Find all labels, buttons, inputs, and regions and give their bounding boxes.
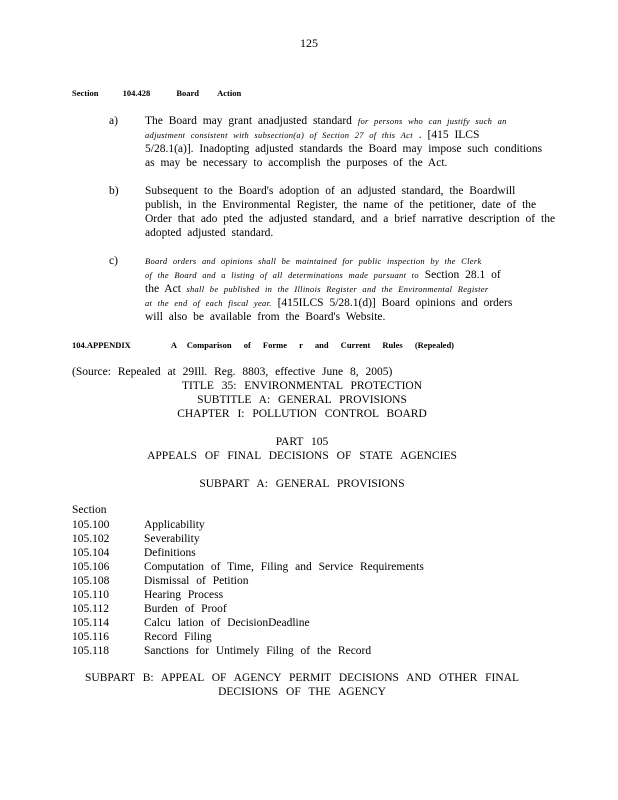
text-line	[145, 142, 543, 156]
subpart-a-line: SUBPART A: GENERAL PROVISIONS	[199, 478, 405, 490]
text-run: as may be necessary to accomplish the purposes of the Act.	[145, 157, 448, 169]
item-text	[145, 254, 539, 324]
section-number: 104.428	[122, 88, 151, 98]
text-run: publish, in the Environmental Register, the name of the petitioner, date of the	[145, 199, 537, 211]
toc-row	[72, 560, 424, 574]
toc-section-number: 105.104	[72, 547, 110, 559]
toc-section-number: 105.116	[72, 631, 109, 643]
toc-row	[72, 532, 424, 546]
text-run: 5/28.1(a)]. Inadopting adjusted standards the Board may impose such conditions	[145, 143, 543, 155]
text-run: Section 28.1 of	[418, 269, 501, 281]
item-label: b)	[109, 185, 119, 197]
section-label: Section	[72, 88, 99, 98]
italic-run: adjustment consistent with subsection(a) of Section 27 of this Act	[145, 130, 413, 140]
appendix-letter: A	[170, 340, 177, 350]
toc-section-number: 105.110	[72, 589, 109, 601]
text-line	[145, 212, 556, 226]
chapter-line: CHAPTER I: POLLUTION CONTROL BOARD	[177, 408, 427, 420]
toc-section-number: 105.100	[72, 519, 110, 531]
toc-section-title: Severability	[144, 533, 200, 545]
item-label: a)	[109, 115, 118, 127]
toc-heading: Section	[72, 504, 107, 516]
text-line	[145, 226, 539, 240]
toc-section-title: Computation of Time, Filing and Service Requirements	[144, 561, 424, 573]
toc-section-title: Record Filing	[144, 631, 212, 643]
text-run: adopted adjusted standard.	[145, 227, 274, 239]
section-title-word-1: Board	[176, 88, 199, 98]
toc-section-number: 105.106	[72, 561, 110, 573]
toc-row	[72, 602, 424, 616]
toc-section-number: 105.118	[72, 645, 109, 657]
text-line	[145, 128, 539, 142]
item-label: c)	[109, 255, 118, 267]
item-text	[145, 114, 543, 170]
toc-section-number: 105.102	[72, 533, 110, 545]
text-line	[145, 282, 539, 296]
toc-section-title: Definitions	[144, 547, 196, 559]
table-of-contents	[72, 518, 424, 658]
text-run: . [415 ILCS	[412, 129, 480, 141]
text-line	[145, 198, 539, 212]
part-line: PART 105	[275, 436, 329, 448]
text-run: will also be available from the Board's Website.	[145, 311, 386, 323]
text-line	[145, 296, 539, 310]
toc-row	[72, 630, 424, 644]
text-line	[145, 268, 539, 282]
item-text	[145, 184, 556, 240]
toc-section-number: 105.108	[72, 575, 110, 587]
toc-row	[72, 644, 424, 658]
toc-row	[72, 574, 424, 588]
text-line	[145, 184, 539, 198]
toc-section-title: Sanctions for Untimely Filing of the Record	[144, 645, 372, 657]
appendix-title: Comparison of Forme r and Current Rules (Repealed)	[186, 340, 455, 350]
italic-run: shall be published in the Illinois Register and the Environmental Register	[180, 284, 489, 294]
toc-row	[72, 518, 424, 532]
toc-row	[72, 616, 424, 630]
italic-run: of the Board and a listing of all determinations made pursuant to	[145, 270, 419, 280]
text-line	[145, 254, 539, 268]
appendix-heading	[72, 340, 454, 350]
toc-section-title: Burden of Proof	[144, 603, 227, 615]
subtitle-line: SUBTITLE A: GENERAL PROVISIONS	[197, 394, 407, 406]
toc-section-title: Dismissal of Petition	[144, 575, 249, 587]
text-run: the Act	[145, 283, 181, 295]
subpart-b-line-2: DECISIONS OF THE AGENCY	[218, 686, 386, 698]
text-run: Subsequent to the Board's adoption of an adjusted standard, the Boardwill	[145, 185, 516, 197]
italic-run: for persons who can justify such an	[357, 116, 507, 126]
toc-section-number: 105.114	[72, 617, 109, 629]
section-heading	[72, 88, 241, 98]
text-line	[145, 310, 539, 324]
subpart-b-line-1: SUBPART B: APPEAL OF AGENCY PERMIT DECISIONS AND OTHER FINAL	[85, 672, 519, 684]
italic-run: at the end of each fiscal year.	[145, 298, 272, 308]
toc-section-title: Calcu lation of DecisionDeadline	[144, 617, 310, 629]
source-note: (Source: Repealed at 29Ill. Reg. 8803, effective June 8, 2005)	[72, 366, 393, 378]
toc-section-title: Hearing Process	[144, 589, 224, 601]
section-title-word-2: Action	[217, 88, 242, 98]
text-line	[145, 156, 539, 170]
toc-row	[72, 588, 424, 602]
text-line	[145, 114, 539, 128]
appendix-label: 104.APPENDIX	[72, 340, 131, 350]
title-line: TITLE 35: ENVIRONMENTAL PROTECTION	[181, 380, 423, 392]
toc-section-title: Applicability	[144, 519, 205, 531]
toc-row	[72, 546, 424, 560]
italic-run: Board orders and opinions shall be maintained for public inspection by the Clerk	[145, 256, 482, 266]
text-run: The Board may grant anadjusted standard	[145, 115, 358, 127]
text-run: Order that ado pted the adjusted standard, and a brief narrative description of the	[145, 213, 556, 225]
text-run: [415ILCS 5/28.1(d)] Board opinions and orders	[271, 297, 513, 309]
part-title-line: APPEALS OF FINAL DECISIONS OF STATE AGENCIES	[147, 450, 457, 462]
toc-section-number: 105.112	[72, 603, 109, 615]
page-number: 125	[300, 36, 318, 50]
